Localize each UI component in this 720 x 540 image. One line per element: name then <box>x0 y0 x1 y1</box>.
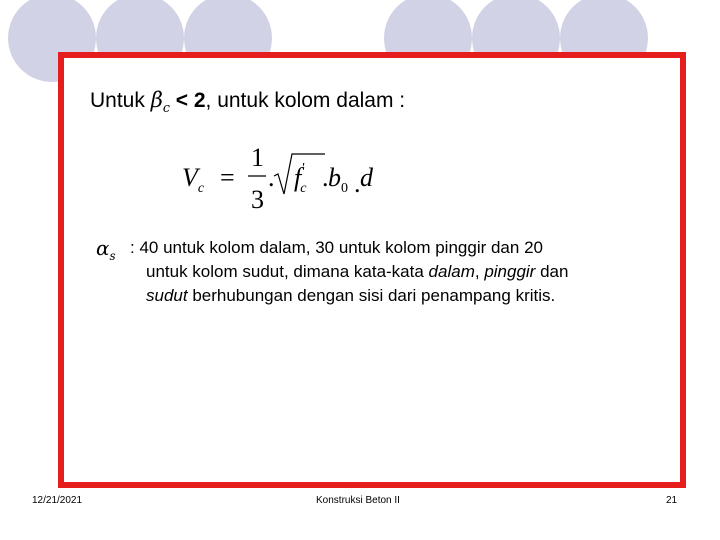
formula-fc: f' c <box>294 161 307 196</box>
heading-suffix: , untuk kolom dalam : <box>205 89 406 112</box>
formula-equals: = <box>220 163 235 192</box>
formula-d: d <box>360 163 373 192</box>
formula-denominator: 3 <box>251 185 264 214</box>
formula-dot-2: . <box>322 163 329 192</box>
heading-condition: < 2 <box>169 89 206 112</box>
shear-formula <box>182 142 382 214</box>
alpha-line-1: : 40 untuk kolom dalam, 30 untuk kolom pinggir dan 20 <box>130 238 543 257</box>
formula-dot-1: . <box>268 163 275 192</box>
slide-heading <box>90 88 405 115</box>
footer-date: 12/21/2021 <box>32 495 83 506</box>
alpha-line-3: sudut berhubungan dengan sisi dari penampang kritis. <box>146 286 556 305</box>
formula-numerator: 1 <box>251 143 264 172</box>
beta-subscript: c <box>162 100 170 116</box>
footer-page-number: 21 <box>666 495 678 506</box>
footer-title: Konstruksi Beton II <box>316 495 400 506</box>
formula-vc: $V_c$ <box>182 163 205 196</box>
formula-dot-3: . <box>354 169 361 198</box>
heading-prefix: Untuk <box>90 89 151 112</box>
alpha-description <box>130 236 650 308</box>
beta-symbol: β <box>150 88 163 112</box>
alpha-symbol: $\alpha_s$ <box>96 236 116 263</box>
alpha-line-2: untuk kolom sudut, dimana kata-kata dalam, pinggir dan <box>146 262 569 281</box>
formula-b0: $b_0$ <box>328 163 348 196</box>
